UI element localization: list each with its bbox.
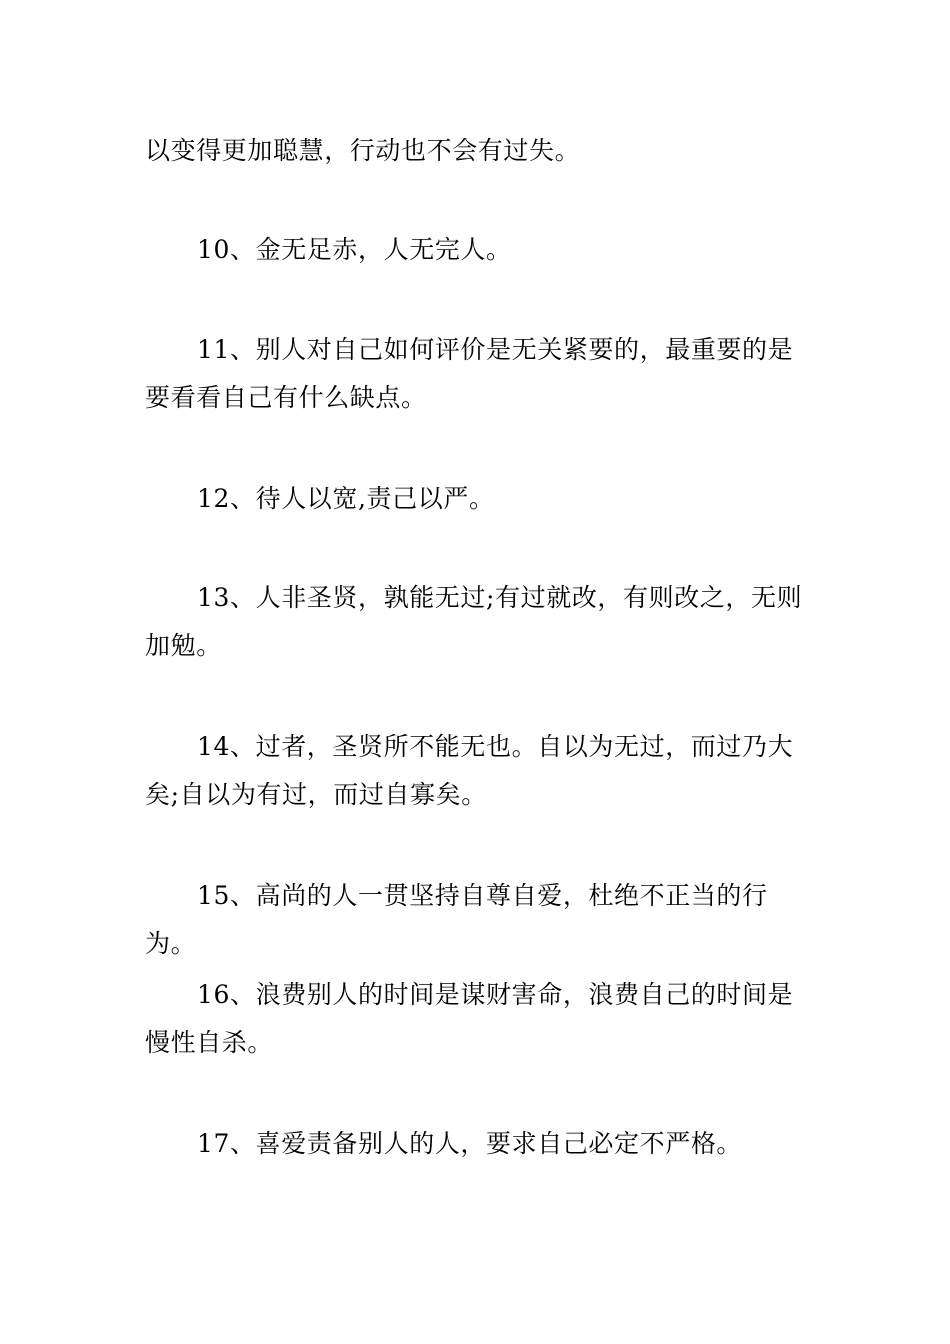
paragraph-10: 10、金无足赤，人无完人。 (197, 235, 512, 264)
paragraph-16: 16、浪费别人的时间是谋财害命，浪费自己的时间是慢性自杀。 (145, 980, 794, 1057)
paragraph-12: 12、待人以宽,责己以严。 (197, 484, 495, 513)
paragraph-13: 13、人非圣贤，孰能无过;有过就改，有则改之，无则加勉。 (145, 583, 803, 660)
paragraph-continuation: 以变得更加聪慧，行动也不会有过失。 (145, 136, 581, 165)
paragraph-17: 17、喜爱责备别人的人，要求自己必定不严格。 (197, 1129, 743, 1158)
paragraph-11: 11、别人对自己如何评价是无关紧要的，最重要的是要看看自己有什么缺点。 (145, 335, 794, 412)
paragraph-14: 14、过者，圣贤所不能无也。自以为无过，而过乃大矣;自以为有过，而过自寡矣。 (145, 732, 794, 809)
paragraph-15: 15、高尚的人一贯坚持自尊自爱，杜绝不正当的行为。 (145, 881, 768, 958)
